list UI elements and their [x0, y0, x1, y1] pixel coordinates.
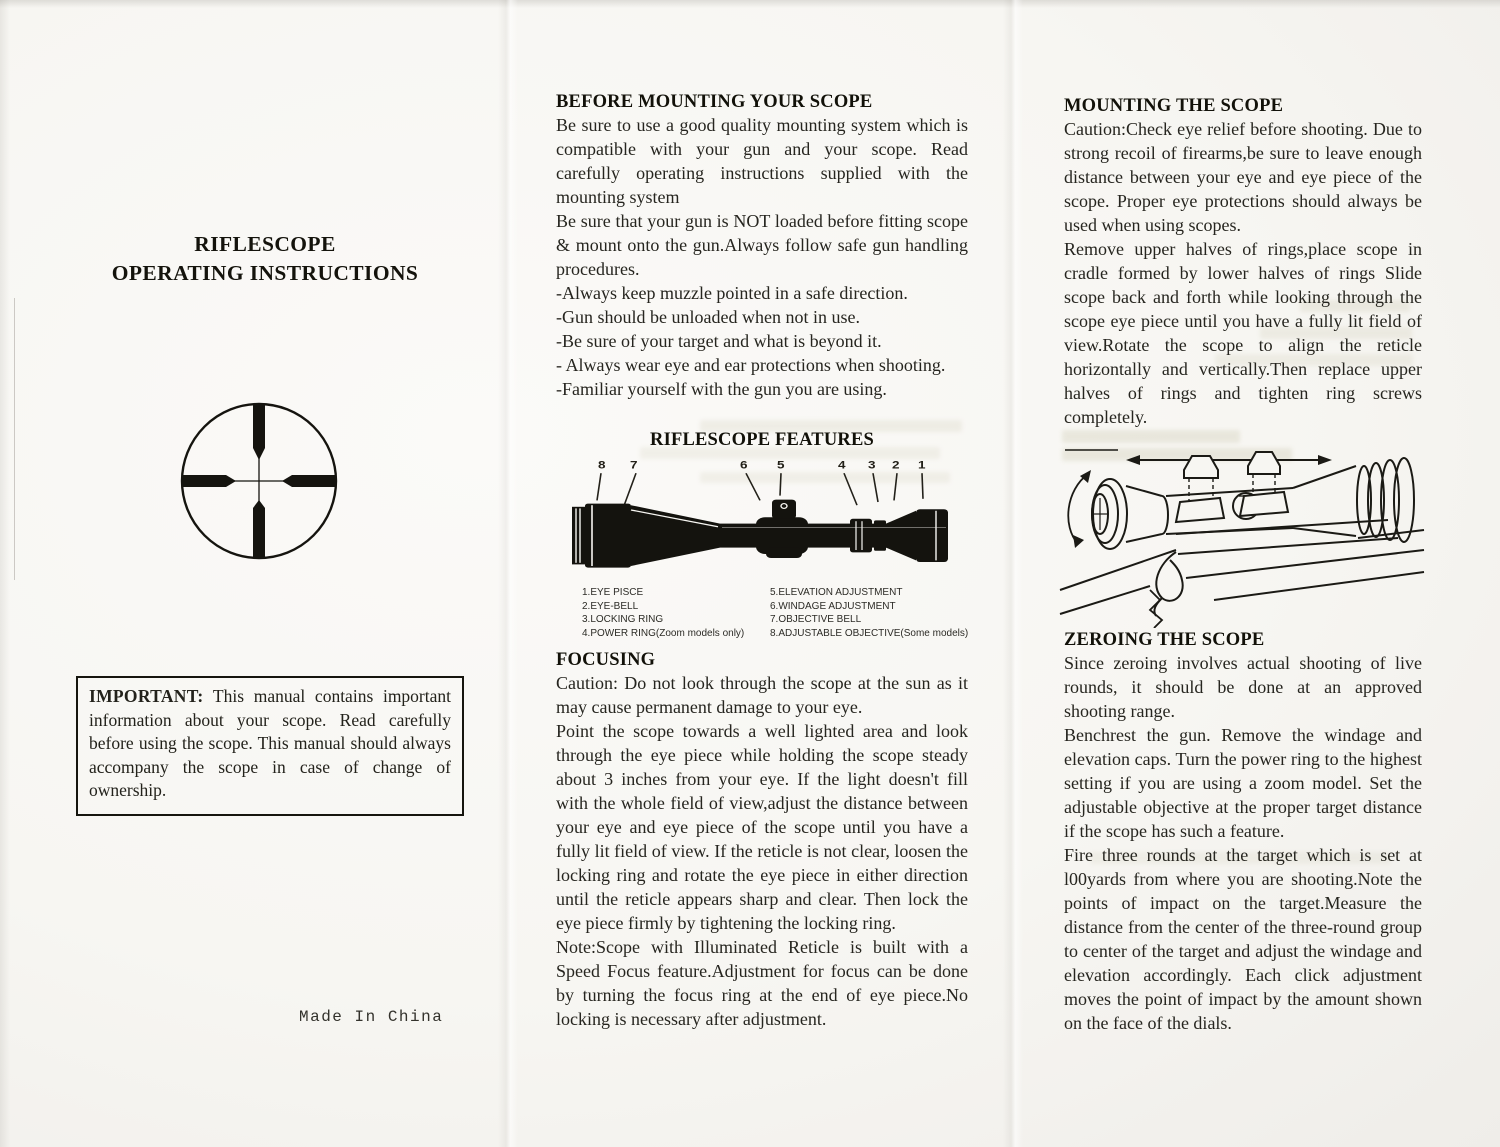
part-item: 5.ELEVATION ADJUSTMENT [770, 587, 903, 598]
section-focusing [556, 650, 968, 1031]
focusing-para: Caution: Do not look through the scope at the sun as it may cause permanent damage to your eye. [556, 673, 968, 717]
focusing-para: Note:Scope with Illuminated Reticle is built with a Speed Focus feature.Adjustment for focus can be done by turning the focus ring at the end of eye piece.No locking is necessary after adjustment. [556, 937, 968, 1029]
parts-list-left [582, 586, 744, 640]
crosshair-reticle-icon [168, 390, 350, 572]
part-item: 2.EYE-BELL [582, 600, 639, 612]
mounting-heading: MOUNTING THE SCOPE [1064, 96, 1284, 116]
callout-7: 7 [630, 458, 638, 472]
reticle-diagram [168, 390, 350, 577]
important-body: This manual contains important information about your scope. Read carefully before using the scope. This manual should always accompany the scope in case of change of ownership. [89, 686, 451, 800]
title-line-1: RIFLESCOPE [194, 232, 336, 256]
scan-top-shadow [0, 0, 1500, 8]
part-item: 7.OBJECTIVE BELL [770, 614, 862, 625]
callout-8: 8 [598, 458, 606, 472]
important-notice-box [76, 676, 464, 816]
part-item: 6.WINDAGE ADJUSTMENT [770, 600, 896, 612]
scope-diagram [570, 454, 950, 582]
section-zeroing [1064, 630, 1422, 1035]
before-mounting-para: Be sure to use a good quality mounting system which is compatible with your gun and your scope. Read carefully operating instructions supplied with the mounting system [556, 115, 968, 207]
zeroing-para: Benchrest the gun. Remove the windage and elevation caps. Turn the power ring to the highest setting if you are using a zoom model. Set the adjustable objective at the proper target distance if the scope has such a feature. [1064, 725, 1422, 841]
title-line-2: OPERATING INSTRUCTIONS [111, 261, 419, 285]
before-mounting-heading: BEFORE MOUNTING YOUR SCOPE [556, 92, 873, 112]
fold-crease-left [498, 0, 518, 1147]
safety-bullet: -Always keep muzzle pointed in a safe direction. [556, 283, 908, 303]
page-title [92, 230, 438, 288]
callout-6: 6 [740, 458, 748, 472]
scope-silhouette [572, 500, 948, 568]
safety-bullet: - Always wear eye and ear protections when shooting. [556, 355, 946, 375]
section-before-mounting [556, 92, 968, 401]
focusing-heading: FOCUSING [556, 650, 656, 670]
scan-scratch [14, 298, 15, 580]
callout-4: 4 [838, 458, 846, 472]
safety-bullet: -Familiar yourself with the gun you are using. [556, 379, 887, 399]
parts-list-right [770, 586, 968, 640]
scan-left-shadow [0, 0, 10, 1147]
section-mounting [1064, 96, 1422, 429]
important-label: IMPORTANT: [89, 686, 204, 706]
focusing-para: Point the scope towards a well lighted area and look through the eye piece while holding the scope steady about 3 inches from your eye. If the light doesn't fill with the whole field of view,adjust the distance between your eye and eye piece of the scope until you have a fully lit field of view. If the reticle is not clear, loosen the locking ring and rotate the eye piece in either direction until the reticle appears sharp and clear. Then lock the eye piece firmly by tightening the locking ring. [556, 721, 968, 933]
important-text [89, 685, 451, 803]
part-item: 8.ADJUSTABLE OBJECTIVE(Some models) [770, 627, 969, 639]
mounting-para: Caution:Check eye relief before shooting. Due to strong recoil of firearms,be sure to leave enough distance between your eye and eye piece of the scope. Proper eye protections should always be used when using scopes. [1064, 119, 1422, 235]
part-item: 4.POWER RING(Zoom models only) [582, 627, 745, 639]
fold-crease-right [1003, 0, 1023, 1147]
mounting-para: Remove upper halves of rings,place scope in cradle formed by lower halves of rings Slide scope back and forth while looking through the scope eye piece until you have a fully lit field of view.Rotate the scope to align the reticle horizontally and vertically.Then replace upper halves of rings and tighten ring screws completely. [1064, 239, 1422, 427]
callout-5: 5 [777, 458, 785, 472]
before-mounting-para: Be sure that your gun is NOT loaded before fitting scope & mount onto the gun.Always follow safe gun handling procedures. [556, 211, 968, 279]
callout-3: 3 [868, 458, 876, 472]
safety-bullet: -Gun should be unloaded when not in use. [556, 307, 860, 327]
zeroing-para: Since zeroing involves actual shooting of live rounds, it should be done at an approved shooting range. [1064, 653, 1422, 721]
callout-1: 1 [918, 458, 926, 472]
rifle-mounting-diagram [1058, 438, 1426, 628]
safety-bullet: -Be sure of your target and what is beyond it. [556, 331, 882, 351]
part-item: 1.EYE PISCE [582, 587, 644, 598]
made-in-china-label: Made In China [299, 1008, 444, 1026]
part-item: 3.LOCKING RING [582, 614, 664, 625]
zeroing-para: Fire three rounds at the target which is set at l00yards from where you are shooting.Note the points of impact on the target.Measure the distance from the center of the three-round group to center of the target and adjust the windage and elevation accordingly. Each click adjustment moves the point of impact by the amount shown on the face of the dials. [1064, 845, 1422, 1033]
zeroing-heading: ZEROING THE SCOPE [1064, 630, 1265, 650]
section-riflescope-features [556, 430, 968, 646]
callout-2: 2 [892, 458, 900, 472]
callout-leader-lines [597, 473, 923, 508]
features-heading: RIFLESCOPE FEATURES [650, 430, 874, 450]
